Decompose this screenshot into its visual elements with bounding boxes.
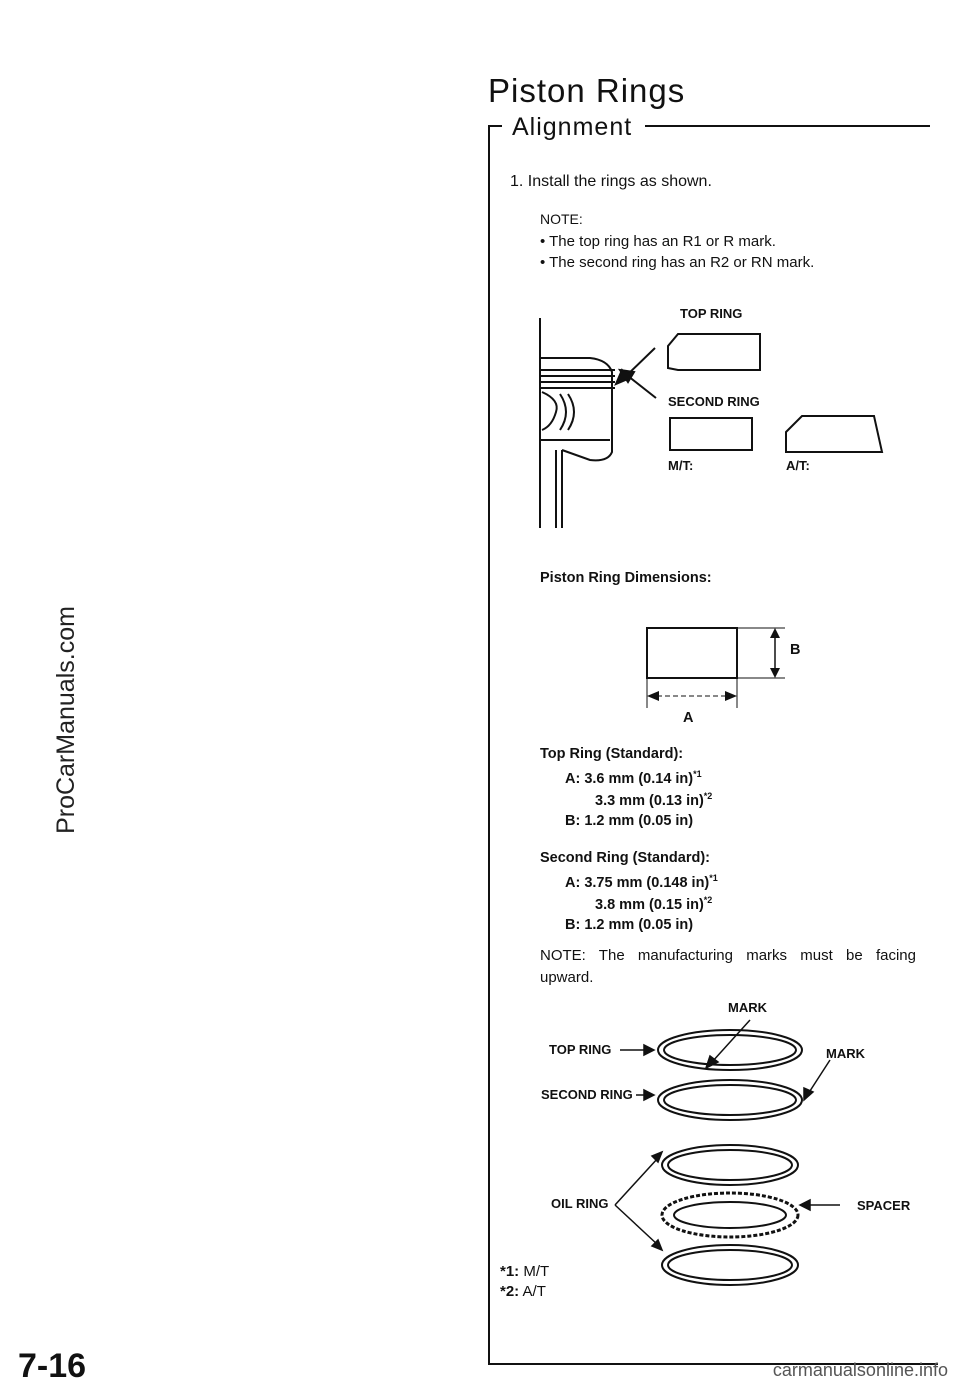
top-ring-spec-a2: 3.3 mm (0.13 in)$^{*2}$ (595, 791, 713, 809)
top-ring-spec-heading: Top Ring (Standard): (540, 746, 684, 762)
label-at: A/T: (786, 458, 810, 473)
footnote-1: *1: M/T (500, 1263, 550, 1280)
second-ring-spec-a2: 3.8 mm (0.15 in)$^{*2}$ (595, 895, 713, 913)
step-1: 1. Install the rings as shown. (510, 173, 712, 190)
label-mark-top: MARK (728, 1000, 767, 1015)
second-ring-spec-heading: Second Ring (Standard): (540, 850, 710, 866)
label-spacer: SPACER (857, 1198, 911, 1213)
footnote-2: *2: A/T (500, 1283, 546, 1300)
note-heading: NOTE: (540, 211, 583, 227)
note-bullet-1: • The top ring has an R1 or R mark. (540, 233, 776, 250)
label-stack-second-ring: SECOND RING (541, 1087, 633, 1102)
label-mark-second: MARK (826, 1046, 865, 1061)
label-top-ring: TOP RING (680, 306, 743, 321)
dimensions-diagram (635, 620, 805, 720)
top-ring-spec-a1: A: 3.6 mm (0.14 in)$^{*1}$ (565, 769, 702, 787)
second-ring-spec-a1: A: 3.75 mm (0.148 in)$^{*1}$ (565, 873, 718, 891)
page-title: Piston Rings (488, 72, 686, 109)
section-title: Alignment (512, 113, 633, 141)
label-oil-ring: OIL RING (551, 1196, 609, 1211)
dim-label-b: B (790, 642, 801, 658)
note-bullet-2: • The second ring has an R2 or RN mark. (540, 254, 815, 271)
page-number: 7-16 (18, 1347, 87, 1385)
bottom-watermark: carmanualsonline.info (772, 1360, 948, 1380)
frame-top-left (488, 125, 502, 127)
piston-ring-figure (520, 300, 900, 535)
label-stack-top-ring: TOP RING (549, 1042, 612, 1057)
note-marks-upward: NOTE: The manufacturing marks must be facing upward. (540, 947, 916, 986)
label-mt: M/T: (668, 458, 694, 473)
top-ring-spec-b: B: 1.2 mm (0.05 in) (565, 813, 694, 829)
dim-label-a: A (683, 710, 694, 726)
side-watermark: ProCarManuals.com (52, 606, 80, 834)
frame-left (488, 125, 490, 1365)
second-ring-spec-b: B: 1.2 mm (0.05 in) (565, 917, 694, 933)
ring-stack-arrows (600, 1030, 860, 1280)
dimensions-heading: Piston Ring Dimensions: (540, 570, 712, 586)
label-second-ring: SECOND RING (668, 394, 760, 409)
frame-top-right (645, 125, 930, 127)
